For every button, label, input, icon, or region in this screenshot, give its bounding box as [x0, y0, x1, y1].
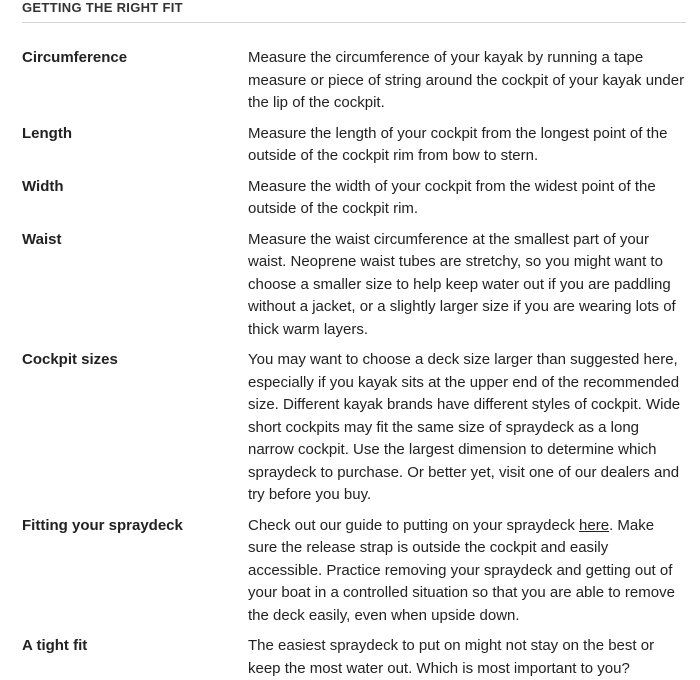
- spraydeck-guide-link[interactable]: here: [579, 516, 610, 534]
- fit-term: Width: [22, 177, 64, 195]
- fit-row-width: [22, 176, 686, 221]
- fit-description-text: Check out our guide to putting on your spraydeck: [248, 516, 580, 534]
- fit-row-cockpit-sizes: [22, 349, 686, 507]
- fit-description: Measure the waist circumference at the smallest part of your waist. Neoprene waist tubes are stretchy, so you might want to choose a smaller size to help keep water out if you are paddling without a jacket, or a slightly larger size if you are wearing lots of thick warm layers.: [248, 230, 676, 338]
- fit-description: Measure the circumference of your kayak by running a tape measure or piece of string around the cockpit of your kayak under the lip of the cockpit.: [248, 49, 685, 111]
- section-divider: [22, 22, 686, 23]
- fit-description: Measure the length of your cockpit from the longest point of the outside of the cockpit rim from bow to stern.: [248, 124, 668, 164]
- fit-row-waist: [22, 229, 686, 342]
- fit-row-tight-fit: [22, 635, 686, 680]
- fit-term: Cockpit sizes: [22, 351, 118, 368]
- fit-description: Measure the width of your cockpit from the widest point of the outside of the cockpit rim.: [248, 177, 656, 217]
- fit-term: Length: [22, 124, 72, 142]
- fit-guide-list: [22, 47, 686, 680]
- fit-term: Waist: [22, 230, 62, 248]
- fit-term: A tight fit: [22, 637, 88, 654]
- fit-description: You may want to choose a deck size larger than suggested here, especially if you kayak sits at the upper end of the recommended size. Different kayak brands have different styles of cockpit. Wide short cockpits may fit the same size of spraydeck as a long narrow cockpit. Use the largest dimension to determine which spraydeck to purchase. Or better yet, visit one of our dealers and try before you buy.: [248, 351, 681, 503]
- fit-row-length: [22, 123, 686, 168]
- fit-description: [248, 515, 686, 628]
- fit-row-fitting-spraydeck: [22, 515, 686, 628]
- fit-description: The easiest spraydeck to put on might not stay on the best or keep the most water out. Which is most important to you?: [248, 637, 655, 677]
- fit-term: Circumference: [22, 49, 128, 66]
- fit-term: Fitting your spraydeck: [22, 516, 183, 534]
- fit-description-text: . Make sure the release strap is outside the cockpit and easily accessible. Practice removing your spraydeck and getting out of your boat in a controlled situation so that you are able to remove the deck easily, even when upside down.: [248, 516, 675, 624]
- section-title: GETTING THE RIGHT FIT: [22, 0, 183, 15]
- fit-row-circumference: [22, 47, 686, 115]
